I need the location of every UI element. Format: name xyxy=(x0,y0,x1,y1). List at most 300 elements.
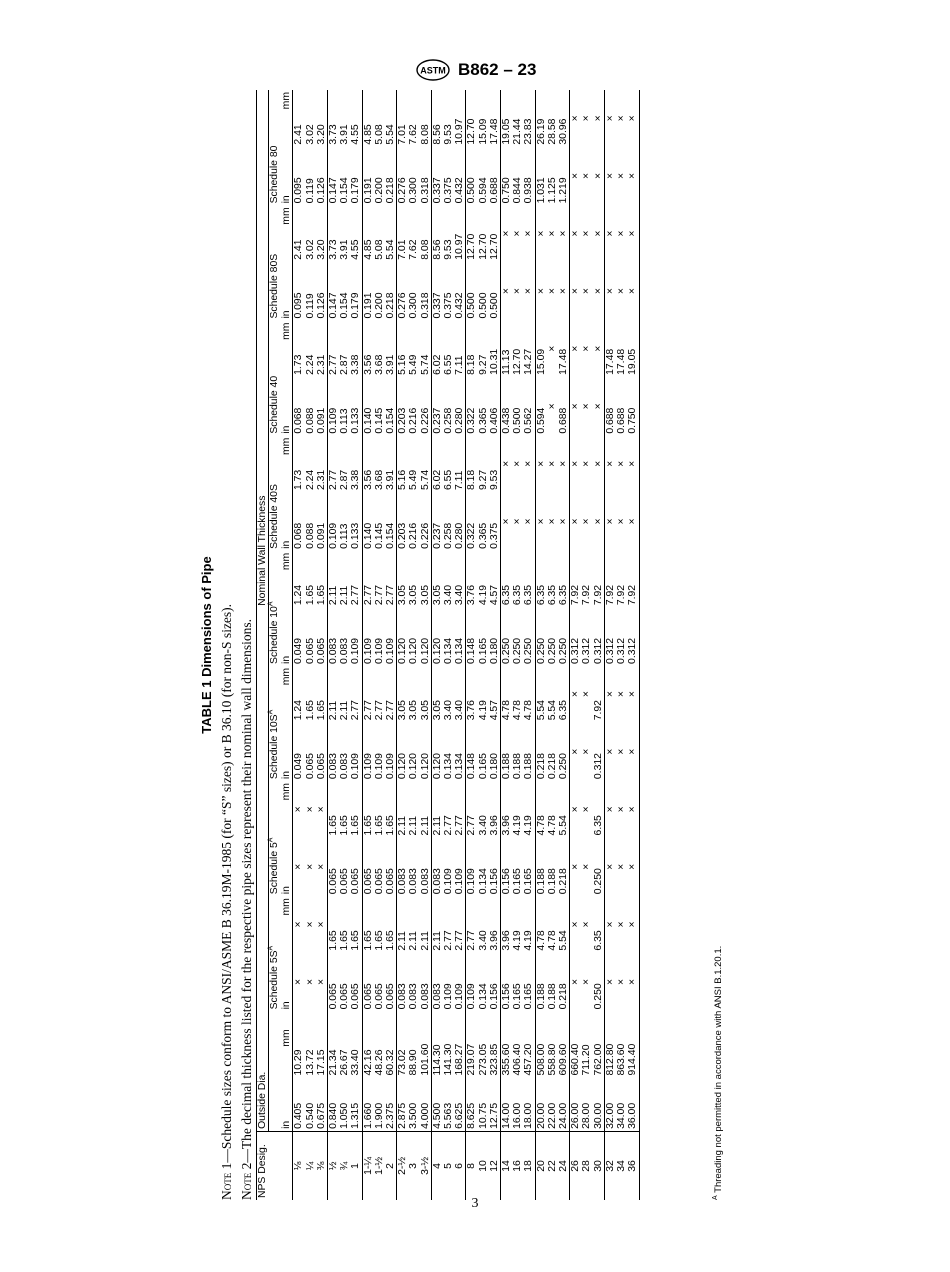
table-cell: 0.126 xyxy=(316,147,328,206)
table-cell: 0.120 xyxy=(431,637,443,664)
table-cell: 3.05 xyxy=(431,700,443,721)
table-cell: 0.276 xyxy=(397,177,409,204)
table-cell: 33.40 xyxy=(350,1011,362,1077)
table-cell: 5.74 xyxy=(420,436,432,492)
table-cell: 114.30 xyxy=(431,1044,443,1076)
table-cell: 1.050 xyxy=(339,1102,351,1129)
table-cell: 10.97 xyxy=(454,90,466,147)
table-cell: × xyxy=(523,262,535,321)
table-cell: × xyxy=(570,172,582,180)
document-number: B862 – 23 xyxy=(458,60,537,79)
table-row xyxy=(420,90,432,1200)
table-cell: 0.594 xyxy=(477,177,489,204)
table-cell: 0.322 xyxy=(466,522,478,549)
table-cell: 0.375 xyxy=(443,292,455,319)
table-cell: 0.065 xyxy=(385,837,397,896)
table-cell: 3.96 xyxy=(501,815,513,836)
table-cell: 8.56 xyxy=(431,239,443,260)
table-cell: 323.85 xyxy=(489,1011,501,1077)
table-cell: × xyxy=(627,262,639,321)
table-cell: 0.365 xyxy=(477,407,489,434)
table-row xyxy=(443,90,454,1200)
table-cell: 6.35 xyxy=(512,584,524,606)
table-cell: 0.065 xyxy=(350,953,362,1012)
table-cell: 0.095 xyxy=(293,177,305,204)
table-cell: 0.134 xyxy=(454,607,466,666)
table-cell: × xyxy=(593,436,605,492)
table-cell: 2.77 xyxy=(328,469,340,491)
nps-cell: 30 xyxy=(593,1131,605,1200)
table-cell: × xyxy=(616,863,628,870)
table-cell: × xyxy=(316,953,328,1012)
table-cell: 2.24 xyxy=(304,469,316,491)
table-cell: 4.78 xyxy=(523,666,535,722)
table-cell: 2.87 xyxy=(339,469,351,491)
table-cell: 2.77 xyxy=(373,700,385,721)
table-cell: 2.77 xyxy=(385,666,397,722)
table-cell: 8.56 xyxy=(431,124,443,145)
table-cell: 0.091 xyxy=(316,492,328,551)
table-cell: 406.40 xyxy=(512,1043,524,1076)
table-cell: 0.840 xyxy=(328,1102,340,1129)
nps-cell: 1-¼ xyxy=(362,1131,374,1200)
schedule-header: Schedule 80S xyxy=(269,253,281,319)
table-cell: 0.068 xyxy=(293,407,305,434)
page-number: 3 xyxy=(471,1196,479,1211)
table-cell: 0.688 xyxy=(558,377,570,436)
table-cell: 4.19 xyxy=(523,896,535,952)
table-cell: 3.40 xyxy=(443,700,455,721)
table-cell: 1.24 xyxy=(293,700,305,721)
table-cell: 3.40 xyxy=(454,666,466,722)
table-cell: 0.148 xyxy=(466,753,478,780)
table-cell: 0.113 xyxy=(339,408,351,434)
nps-cell: 16 xyxy=(512,1131,523,1200)
table-cell: 3.91 xyxy=(385,321,397,377)
table-cell: 30.00 xyxy=(593,1078,605,1132)
table-cell: 1.031 xyxy=(535,177,547,204)
table-cell: 0.109 xyxy=(454,837,466,896)
table-cell: 5.16 xyxy=(397,469,409,491)
table-cell: 3.91 xyxy=(339,239,351,260)
table-cell: 0.250 xyxy=(593,953,605,1012)
table-cell: 0.154 xyxy=(339,177,351,204)
table-cell: 1.65 xyxy=(362,815,374,836)
table-cell: 0.120 xyxy=(420,607,432,666)
unit-in-header: in xyxy=(281,953,293,1012)
table-cell: 2.11 xyxy=(408,815,420,836)
table-cell: × xyxy=(535,230,547,237)
table-cell: 0.675 xyxy=(316,1078,328,1132)
table-row xyxy=(489,90,501,1200)
nps-cell: 1-½ xyxy=(374,1131,385,1200)
note-1: Note 1—Schedule sizes conform to ANSI/ASME B 36.19M-1985 (for “S” sizes) or B 36.10 (for non-S sizes). xyxy=(219,603,234,1200)
table-cell: 7.92 xyxy=(570,584,582,606)
table-cell: × xyxy=(304,806,316,813)
table-cell: 26.67 xyxy=(339,1049,351,1076)
table-cell: 2.77 xyxy=(328,354,340,375)
table-cell: 0.218 xyxy=(558,837,570,896)
table-cell: 0.109 xyxy=(373,637,385,664)
table-cell: 3.500 xyxy=(408,1102,420,1129)
nps-cell: 18 xyxy=(523,1131,535,1200)
table-cell: × xyxy=(523,205,535,261)
table-cell: × xyxy=(570,460,582,467)
table-cell: 0.156 xyxy=(501,983,513,1010)
page-header xyxy=(416,58,536,82)
table-cell: 4.19 xyxy=(512,815,524,836)
table-cell: 0.750 xyxy=(501,177,513,204)
table-row xyxy=(570,90,582,1200)
table-cell: 863.60 xyxy=(616,1043,628,1076)
table-cell: 1.65 xyxy=(304,700,316,721)
table-cell: 2.77 xyxy=(350,666,362,722)
table-cell: 1.73 xyxy=(293,354,305,375)
table-cell: 0.088 xyxy=(304,407,316,434)
table-cell: 3.05 xyxy=(420,551,432,607)
table-cell: × xyxy=(616,921,628,928)
table-cell: × xyxy=(627,147,639,206)
table-cell: 4.55 xyxy=(350,205,362,261)
table-cell: 0.065 xyxy=(316,722,328,781)
table-cell: × xyxy=(581,230,593,237)
table-cell: 0.226 xyxy=(420,492,432,551)
table-cell: 3.05 xyxy=(420,666,432,722)
table-cell: 0.188 xyxy=(546,983,558,1010)
table-cell: 3.76 xyxy=(466,700,478,721)
table-cell: 30.96 xyxy=(558,90,570,147)
table-cell: 0.109 xyxy=(350,722,362,781)
table-row xyxy=(547,90,558,1200)
table-cell: 0.095 xyxy=(293,292,305,319)
table-row xyxy=(501,90,513,1200)
table-cell: 28.58 xyxy=(546,118,558,145)
table-row xyxy=(385,90,397,1200)
table-cell: 7.92 xyxy=(593,666,605,722)
table-cell: 5.54 xyxy=(546,700,558,721)
table-cell: 3.40 xyxy=(477,815,489,836)
table-cell: × xyxy=(501,518,513,525)
table-cell: 0.191 xyxy=(362,177,374,204)
table-cell: 2.11 xyxy=(328,585,340,606)
table-cell: 6.02 xyxy=(431,469,443,491)
table-cell: 9.53 xyxy=(443,124,455,145)
table-cell: 0.134 xyxy=(443,753,455,780)
table-cell: 32.00 xyxy=(604,1102,616,1129)
table-cell: 914.40 xyxy=(627,1011,639,1077)
table-cell: × xyxy=(604,115,616,122)
table-cell: 9.53 xyxy=(443,239,455,260)
rotated-table-section xyxy=(198,90,728,1200)
table-cell: × xyxy=(512,518,524,525)
table-cell: × xyxy=(593,90,605,147)
table-cell: 17.48 xyxy=(604,348,616,375)
table-cell: × xyxy=(293,921,305,928)
table-cell: 0.280 xyxy=(454,377,466,436)
table-cell: × xyxy=(616,978,628,986)
table-cell: 20.00 xyxy=(535,1102,547,1129)
table-cell: 0.258 xyxy=(443,522,455,549)
table-cell: 0.147 xyxy=(328,177,340,204)
table-cell: 1.65 xyxy=(328,930,340,951)
table-cell: 7.92 xyxy=(593,551,605,607)
table-cell: 3.73 xyxy=(328,239,340,260)
table-row xyxy=(305,90,316,1200)
table-cell: 0.109 xyxy=(362,753,374,780)
table-cell: × xyxy=(512,460,524,467)
table-cell: 0.083 xyxy=(397,983,409,1010)
table-cell: 0.216 xyxy=(408,407,420,434)
table-cell: 609.60 xyxy=(558,1011,570,1077)
table-cell: 6.35 xyxy=(558,551,570,607)
table-cell: 0.083 xyxy=(339,637,351,664)
table-cell: 0.133 xyxy=(350,377,362,436)
table-cell: 3.56 xyxy=(362,469,374,491)
table-cell: 0.145 xyxy=(373,522,385,549)
table-cell: 73.02 xyxy=(397,1049,409,1076)
table-cell: × xyxy=(604,806,616,813)
table-cell: 0.109 xyxy=(373,753,385,780)
table-cell: 4.78 xyxy=(546,815,558,836)
table-cell: 3.68 xyxy=(373,469,385,491)
table-cell: 0.083 xyxy=(431,868,443,895)
table-cell: × xyxy=(581,460,593,467)
table-cell: 0.109 xyxy=(454,953,466,1012)
table-cell: 7.92 xyxy=(627,551,639,607)
table-cell: 2.11 xyxy=(328,700,340,721)
table-cell: × xyxy=(316,896,328,952)
schedule-header: Schedule $10^A$ xyxy=(267,601,281,664)
nps-cell: 22 xyxy=(547,1131,558,1200)
table-cell: 4.19 xyxy=(477,700,489,721)
table-cell: 1.65 xyxy=(373,930,385,951)
table-cell: 3.02 xyxy=(304,124,316,145)
table-cell: × xyxy=(616,288,628,295)
table-cell: 5.16 xyxy=(397,354,409,375)
table-row xyxy=(408,90,419,1200)
table-cell: × xyxy=(570,518,582,525)
table-cell: × xyxy=(512,288,524,295)
table-cell: 0.113 xyxy=(339,523,351,549)
schedule-header: Schedule $10S^A$ xyxy=(267,709,281,780)
table-cell: 42.16 xyxy=(362,1049,374,1076)
table-cell: 0.318 xyxy=(420,262,432,321)
table-cell: 1.65 xyxy=(328,815,340,836)
table-cell: × xyxy=(570,345,582,352)
table-cell: 0.844 xyxy=(512,177,524,204)
table-row xyxy=(293,90,305,1200)
table-row xyxy=(512,90,523,1200)
unit-in-header: in xyxy=(281,262,293,321)
table-cell: 88.90 xyxy=(408,1049,420,1076)
table-cell: 0.109 xyxy=(466,983,478,1010)
table-cell: 0.147 xyxy=(328,292,340,319)
table-cell: 0.200 xyxy=(373,292,385,319)
table-cell: × xyxy=(627,90,639,147)
table-cell: 2.77 xyxy=(454,781,466,837)
table-row xyxy=(558,90,570,1200)
table-cell: 6.55 xyxy=(443,469,455,491)
table-cell: 0.083 xyxy=(408,983,420,1010)
table-cell: × xyxy=(627,781,639,837)
table-cell: 558.80 xyxy=(546,1043,558,1076)
table-cell: × xyxy=(546,518,558,525)
schedule-header: Schedule 80 xyxy=(269,145,281,204)
table-cell: 2.11 xyxy=(339,700,351,721)
nps-cell: 36 xyxy=(627,1131,639,1200)
table-cell: 0.083 xyxy=(328,637,340,664)
unit-in-header: in xyxy=(281,377,293,436)
table-cell: 4.57 xyxy=(489,666,501,722)
table-cell: 6.35 xyxy=(535,584,547,606)
table-cell: 0.065 xyxy=(339,983,351,1010)
unit-mm-header: mm xyxy=(281,436,293,492)
table-cell: 0.562 xyxy=(523,377,535,436)
table-cell: 1.65 xyxy=(316,551,328,607)
table-cell: 8.18 xyxy=(466,469,478,491)
table-cell: × xyxy=(604,460,616,467)
table-cell: 0.165 xyxy=(512,868,524,895)
table-row xyxy=(523,90,535,1200)
table-cell: 24.00 xyxy=(558,1078,570,1132)
table-cell: 7.11 xyxy=(454,321,466,377)
table-row xyxy=(328,90,340,1200)
table-cell: 4.78 xyxy=(546,930,558,951)
table-cell: × xyxy=(604,748,616,755)
table-cell: 6.35 xyxy=(546,584,558,606)
table-cell: 2.41 xyxy=(293,124,305,145)
table-cell: 0.091 xyxy=(316,377,328,436)
table-cell: × xyxy=(616,748,628,755)
table-cell: × xyxy=(604,921,616,928)
nps-cell: 4 xyxy=(431,1131,443,1200)
unit-in-header: in xyxy=(281,492,293,551)
table-cell: 60.32 xyxy=(385,1011,397,1077)
table-cell: 1.65 xyxy=(385,896,397,952)
table-cell: 0.049 xyxy=(293,753,305,780)
table-cell: 2.11 xyxy=(420,781,432,837)
table-title: TABLE 1 Dimensions of Pipe xyxy=(199,556,214,734)
table-cell: × xyxy=(570,115,582,122)
table-cell: 2.11 xyxy=(339,585,351,606)
table-cell: 0.065 xyxy=(350,837,362,896)
table-cell: 2.77 xyxy=(362,700,374,721)
nps-cell: 14 xyxy=(501,1131,513,1200)
table-cell: × xyxy=(570,230,582,237)
table-cell: 0.120 xyxy=(420,722,432,781)
table-cell: 6.35 xyxy=(593,896,605,952)
table-cell: 6.02 xyxy=(431,354,443,375)
table-cell: 0.083 xyxy=(397,868,409,895)
dimensions-table xyxy=(256,90,640,1200)
table-cell: 0.688 xyxy=(604,407,616,434)
table-cell: 3.05 xyxy=(408,700,420,721)
table-cell: 0.065 xyxy=(328,983,340,1010)
table-cell: 0.312 xyxy=(581,637,593,664)
nps-header: NPS Desig. xyxy=(257,1131,293,1200)
table-row xyxy=(466,90,478,1200)
table-cell: 4.57 xyxy=(489,551,501,607)
table-row xyxy=(593,90,605,1200)
table-cell: × xyxy=(581,115,593,122)
table-cell: × xyxy=(604,288,616,295)
table-cell: 1.65 xyxy=(339,815,351,836)
table-cell: 0.188 xyxy=(535,983,547,1010)
table-cell: × xyxy=(570,288,582,295)
nps-cell: 6 xyxy=(454,1131,466,1200)
table-cell: 0.203 xyxy=(397,522,409,549)
table-cell: 0.133 xyxy=(350,492,362,551)
table-cell: 0.140 xyxy=(362,522,374,549)
table-cell: 0.119 xyxy=(304,293,316,319)
table-cell: 0.134 xyxy=(477,868,489,895)
table-cell: 0.179 xyxy=(350,262,362,321)
table-cell: 5.54 xyxy=(385,90,397,147)
table-cell: 0.312 xyxy=(570,637,582,664)
table-cell: 10.31 xyxy=(489,321,501,377)
table-cell: 36.00 xyxy=(627,1078,639,1132)
table-cell: 4.78 xyxy=(535,930,547,951)
table-cell: 3.91 xyxy=(385,436,397,492)
table-cell: 2.875 xyxy=(397,1102,409,1129)
table-cell: × xyxy=(581,518,593,525)
table-cell: 0.337 xyxy=(431,177,443,204)
table-cell: 0.688 xyxy=(489,147,501,206)
od-unit-mm: mm xyxy=(281,1029,293,1047)
table-cell: × xyxy=(627,953,639,1012)
schedule-header: Schedule $5S^A$ xyxy=(267,945,281,1010)
table-cell: 1.660 xyxy=(362,1102,374,1129)
table-cell: × xyxy=(546,230,558,237)
table-cell: 0.191 xyxy=(362,292,374,319)
table-cell: 4.19 xyxy=(512,930,524,951)
nps-cell: 28 xyxy=(581,1131,592,1200)
table-cell: × xyxy=(593,492,605,551)
table-cell: 0.337 xyxy=(431,292,443,319)
table-cell: × xyxy=(627,436,639,492)
table-cell: 6.35 xyxy=(593,781,605,837)
nps-cell: 24 xyxy=(558,1131,570,1200)
table-cell: 6.55 xyxy=(443,354,455,375)
table-cell: 1.219 xyxy=(558,147,570,206)
table-cell: 2.77 xyxy=(350,551,362,607)
table-cell: 0.134 xyxy=(454,722,466,781)
table-cell: 1.125 xyxy=(546,177,558,204)
table-cell: 17.48 xyxy=(489,90,501,147)
table-cell: 0.083 xyxy=(339,753,351,780)
nps-cell: ⅜ xyxy=(316,1131,328,1200)
table-cell: 0.280 xyxy=(454,492,466,551)
table-cell: 0.120 xyxy=(408,753,420,780)
table-cell: 5.54 xyxy=(535,700,547,721)
table-cell: 0.165 xyxy=(512,983,524,1010)
table-cell: 1.900 xyxy=(373,1102,385,1129)
od-unit-in: in xyxy=(281,1120,293,1129)
table-cell: 2.11 xyxy=(408,931,420,951)
unit-in-header: in xyxy=(281,147,293,206)
table-cell: 0.065 xyxy=(328,868,340,895)
table-cell: 2.77 xyxy=(466,815,478,836)
unit-in-header: in xyxy=(281,722,293,781)
table-cell: 19.05 xyxy=(627,321,639,377)
table-cell: 0.218 xyxy=(385,262,397,321)
table-cell: 1.65 xyxy=(304,584,316,606)
table-cell: × xyxy=(570,921,582,928)
table-cell: × xyxy=(304,863,316,870)
nps-cell: 3 xyxy=(408,1131,419,1200)
table-cell: 0.216 xyxy=(408,522,420,549)
table-cell: 48.26 xyxy=(373,1049,385,1076)
